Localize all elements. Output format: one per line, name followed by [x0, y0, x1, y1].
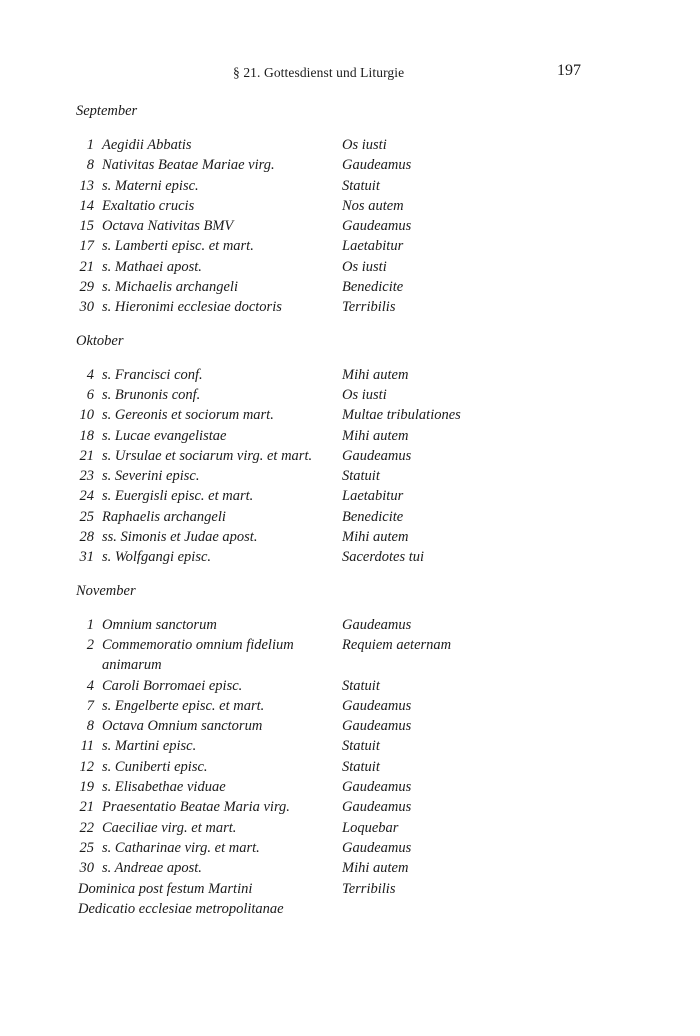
- day-number: 29: [79, 279, 94, 296]
- feast-name: Raphaelis archangeli: [102, 508, 226, 525]
- introit: Multae tribulationes: [342, 407, 461, 424]
- feast-row: [76, 507, 636, 527]
- feast-row: [76, 777, 636, 797]
- feast-row: [76, 858, 636, 878]
- feast-row: [76, 635, 636, 655]
- running-title: § 21. Gottesdienst und Liturgie: [233, 65, 405, 80]
- running-header: [0, 62, 700, 86]
- introit: Statuit: [342, 677, 380, 694]
- feast-row: [76, 736, 636, 756]
- month-heading: September: [76, 103, 138, 119]
- day-number: 11: [80, 738, 94, 755]
- feast-row: [76, 757, 636, 777]
- feast-name: s. Hieronimi ecclesiae doctoris: [102, 299, 282, 316]
- day-number: 25: [79, 839, 94, 856]
- day-number: 21: [79, 799, 94, 816]
- introit: Benedicite: [342, 508, 404, 525]
- day-number: 24: [79, 488, 94, 505]
- introit: Gaudeamus: [342, 218, 412, 235]
- introit: Statuit: [342, 468, 380, 485]
- day-number: 18: [79, 427, 94, 444]
- month-heading: Oktober: [76, 332, 124, 349]
- feast-row: [76, 196, 636, 216]
- introit: Os iusti: [342, 386, 387, 403]
- day-number: 31: [79, 549, 94, 566]
- introit: Laetabitur: [342, 488, 404, 505]
- feast-row: [76, 236, 636, 256]
- feast-name: ss. Simonis et Judae apost.: [102, 529, 258, 546]
- calendar-table: [76, 101, 636, 932]
- feast-row: [76, 365, 636, 385]
- introit: Gaudeamus: [342, 697, 412, 714]
- feast-row: [76, 426, 636, 446]
- feast-row: [76, 385, 636, 405]
- feast-name: animarum: [102, 657, 162, 674]
- day-number: 1: [86, 137, 94, 153]
- day-number: 10: [79, 407, 94, 424]
- feast-name: s. Martini episc.: [102, 738, 197, 755]
- feast-name: s. Euergisli episc. et mart.: [102, 488, 254, 505]
- day-number: 12: [79, 758, 94, 775]
- day-number: 8: [86, 157, 94, 174]
- feast-row: [76, 446, 636, 466]
- feast-row: [76, 797, 636, 817]
- day-number: 15: [79, 218, 94, 235]
- introit: Terribilis: [342, 880, 396, 897]
- day-number: 30: [79, 860, 94, 877]
- feast-row: [76, 676, 636, 696]
- introit: Terribilis: [342, 299, 396, 316]
- introit: Laetabitur: [342, 238, 404, 255]
- day-number: 6: [86, 386, 94, 403]
- page-number: 197: [557, 62, 581, 79]
- day-number: 25: [79, 508, 94, 525]
- feast-name: s. Brunonis conf.: [102, 386, 201, 403]
- introit: Gaudeamus: [342, 616, 412, 633]
- day-number: 28: [79, 529, 94, 546]
- introit: Statuit: [342, 177, 380, 194]
- feast-name: s. Ursulae et sociarum virg. et mart.: [102, 447, 313, 464]
- feast-row: [76, 216, 636, 236]
- introit: Nos autem: [342, 197, 404, 214]
- introit: Statuit: [342, 758, 380, 775]
- feast-row: [76, 527, 636, 547]
- day-number: 4: [86, 366, 94, 383]
- day-number: 21: [79, 258, 94, 275]
- feast-name: s. Engelberte episc. et mart.: [102, 697, 265, 714]
- feast-name: s. Mathaei apost.: [102, 258, 202, 275]
- feast-row: [76, 466, 636, 486]
- introit: Mihi autem: [342, 529, 409, 546]
- feast-row: [76, 818, 636, 838]
- feast-name: Dominica post festum Martini: [78, 880, 253, 897]
- introit: Mihi autem: [342, 427, 409, 444]
- feast-name: s. Elisabethae viduae: [102, 779, 226, 796]
- feast-name: s. Cuniberti episc.: [102, 758, 208, 775]
- introit: Gaudeamus: [342, 447, 412, 464]
- introit: Os iusti: [342, 137, 387, 153]
- feast-name: Commemoratio omnium fidelium: [102, 636, 294, 653]
- feast-row: [76, 615, 636, 635]
- day-number: 1: [86, 616, 94, 633]
- feast-name: s. Wolfgangi episc.: [102, 549, 212, 566]
- feast-name: Caeciliae virg. et mart.: [102, 819, 237, 836]
- feast-name: Octava Nativitas BMV: [102, 218, 234, 235]
- introit: Gaudeamus: [342, 799, 412, 816]
- day-number: 8: [86, 718, 94, 735]
- day-number: 14: [79, 197, 94, 214]
- feast-row: [76, 486, 636, 506]
- day-number: 2: [86, 636, 94, 653]
- feast-name: s. Francisci conf.: [102, 366, 203, 383]
- introit: Os iusti: [342, 258, 387, 275]
- month-section: [76, 581, 636, 919]
- feast-row: [76, 655, 636, 675]
- day-number: 7: [86, 697, 94, 714]
- introit: Gaudeamus: [342, 839, 412, 856]
- feast-row: [76, 405, 636, 425]
- introit: Loquebar: [342, 819, 399, 836]
- feast-name: s. Gereonis et sociorum mart.: [102, 407, 274, 424]
- introit: Gaudeamus: [342, 779, 412, 796]
- day-number: 4: [86, 677, 94, 694]
- feast-name: s. Materni episc.: [102, 177, 199, 194]
- feast-row: [76, 176, 636, 196]
- feast-name: s. Catharinae virg. et mart.: [102, 839, 260, 856]
- month-section: [76, 331, 636, 568]
- feast-row: [76, 297, 636, 317]
- feast-row: [76, 716, 636, 736]
- day-number: 23: [79, 468, 94, 485]
- introit: Gaudeamus: [342, 718, 412, 735]
- introit: Statuit: [342, 738, 380, 755]
- feast-row: [76, 696, 636, 716]
- feast-row: [76, 838, 636, 858]
- feast-name: Exaltatio crucis: [102, 197, 195, 214]
- introit: Mihi autem: [342, 860, 409, 877]
- feast-name: Praesentatio Beatae Maria virg.: [102, 799, 290, 816]
- feast-name: s. Michaelis archangeli: [102, 279, 238, 296]
- feast-name: Octava Omnium sanctorum: [102, 718, 263, 735]
- introit: Benedicite: [342, 279, 404, 296]
- feast-name: Omnium sanctorum: [102, 616, 217, 633]
- feast-row: [76, 899, 636, 919]
- month-heading: November: [76, 582, 136, 599]
- feast-name: Aegidii Abbatis: [102, 137, 192, 153]
- feast-name: s. Lucae evangelistae: [102, 427, 227, 444]
- feast-name: s. Lamberti episc. et mart.: [102, 238, 254, 255]
- feast-row: [76, 257, 636, 277]
- day-number: 19: [79, 779, 94, 796]
- feast-row: [76, 155, 636, 175]
- day-number: 13: [79, 177, 94, 194]
- day-number: 30: [79, 299, 94, 316]
- day-number: 21: [79, 447, 94, 464]
- introit: Sacerdotes tui: [342, 549, 425, 566]
- introit: Requiem aeternam: [342, 636, 452, 653]
- feast-row: [76, 547, 636, 567]
- introit: Gaudeamus: [342, 157, 412, 174]
- month-section: [76, 101, 636, 318]
- feast-row: [76, 277, 636, 297]
- introit: Mihi autem: [342, 366, 409, 383]
- day-number: 22: [79, 819, 94, 836]
- feast-row: [76, 879, 636, 899]
- feast-row: [76, 135, 636, 155]
- feast-name: Dedicatio ecclesiae metropolitanae: [78, 900, 284, 917]
- day-number: 17: [79, 238, 94, 255]
- feast-name: Caroli Borromaei episc.: [102, 677, 243, 694]
- feast-name: s. Andreae apost.: [102, 860, 202, 877]
- feast-name: Nativitas Beatae Mariae virg.: [102, 157, 275, 174]
- feast-name: s. Severini episc.: [102, 468, 200, 485]
